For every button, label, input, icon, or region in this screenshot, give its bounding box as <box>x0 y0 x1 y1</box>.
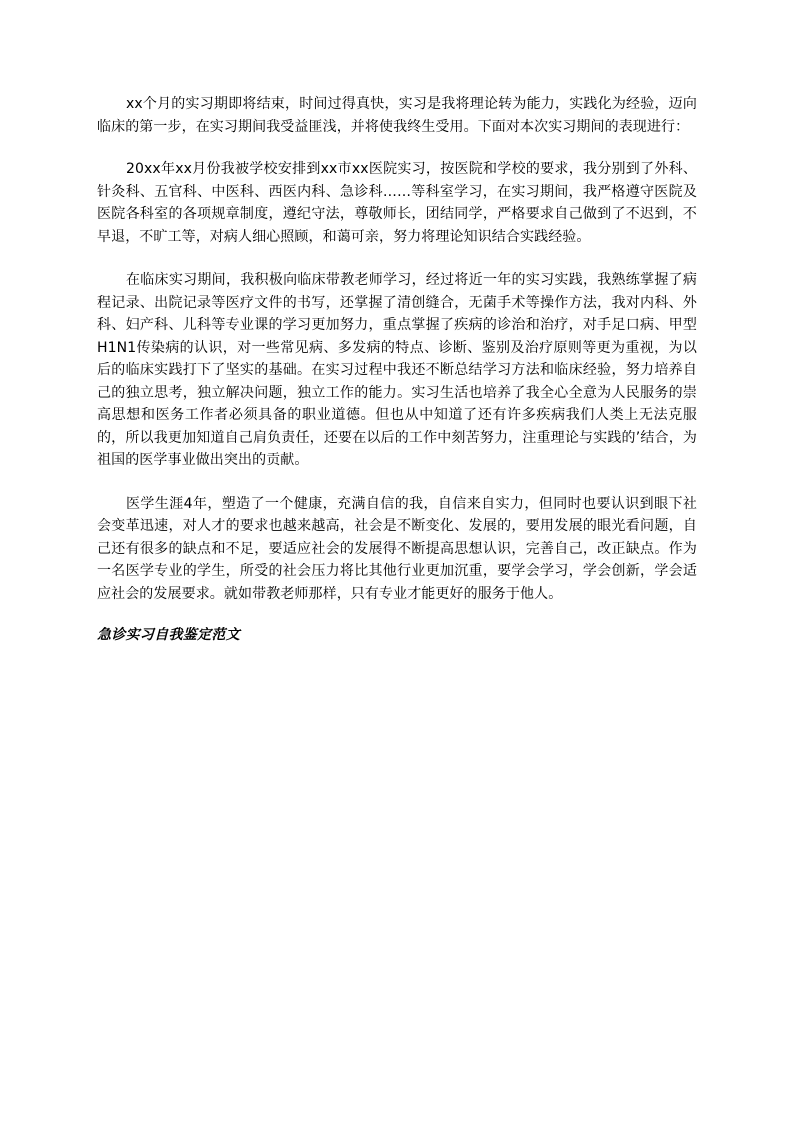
paragraph-intro: xx个月的实习期即将结束，时间过得真快，实习是我将理论转为能力，实践化为经验，迈向临床的第一步，在实习期间我受益匪浅，并将使我终生受用。下面对本次实习期间的表现进行： <box>97 96 697 135</box>
paragraph-career-reflection: 医学生涯4年，塑造了一个健康，充满自信的我，自信来自实力，但同时也要认识到眼下社会变革迅速，对人才的要求也越来越高，社会是不断变化、发展的，要用发展的眼光看问题，自己还有很多的缺点和不足，要适应社会的发展得不断提高思想认识，完善自己，改正缺点。作为一名医学专业的学生，所受的社会压力将比其他行业更加沉重，要学会学习，学会创新，学会适应社会的发展要求。就如带教老师那样，只有专业才能更好的服务于他人。 <box>97 495 697 602</box>
paragraph-internship-arrangement: 20xx年xx月份我被学校安排到xx市xx医院实习，按医院和学校的要求，我分别到了外科、针灸科、五官科、中医科、西医内科、急诊科……等科室学习，在实习期间，我严格遵守医院及医院各科室的各项规章制度，遵纪守法，尊敬师长，团结同学，严格要求自己做到了不迟到，不早退，不旷工等，对病人细心照顾，和蔼可亲，努力将理论知识结合实践经验。 <box>97 161 697 245</box>
paragraph-clinical-learning: 在临床实习期间，我积极向临床带教老师学习，经过将近一年的实习实践，我熟练掌握了病程记录、出院记录等医疗文件的书写，还掌握了清创缝合，无菌手术等操作方法，我对内科、外科、妇产科、儿科等专业课的学习更加努力，重点掌握了疾病的诊治和治疗，对手足口病、甲型H1N1传染病的认识，对一些常见病、多发病的特点、诊断、鉴别及治疗原则等更为重视，为以后的临床实践打下了坚实的基础。在实习过程中我还不断总结学习方法和临床经验，努力培养自己的独立思考，独立解决问题，独立工作的能力。实习生活也培养了我全心全意为人民服务的崇高思想和医务工作者必须具备的职业道德。但也从中知道了还有许多疾病我们人类上无法克服的，所以我更加知道自己肩负责任，还要在以后的工作中刻苦努力，注重理论与实践的’结合，为祖国的医学事业做出突出的贡献。 <box>97 272 697 468</box>
document-body <box>97 93 697 646</box>
section-heading: 急诊实习自我鉴定范文 <box>97 627 240 643</box>
